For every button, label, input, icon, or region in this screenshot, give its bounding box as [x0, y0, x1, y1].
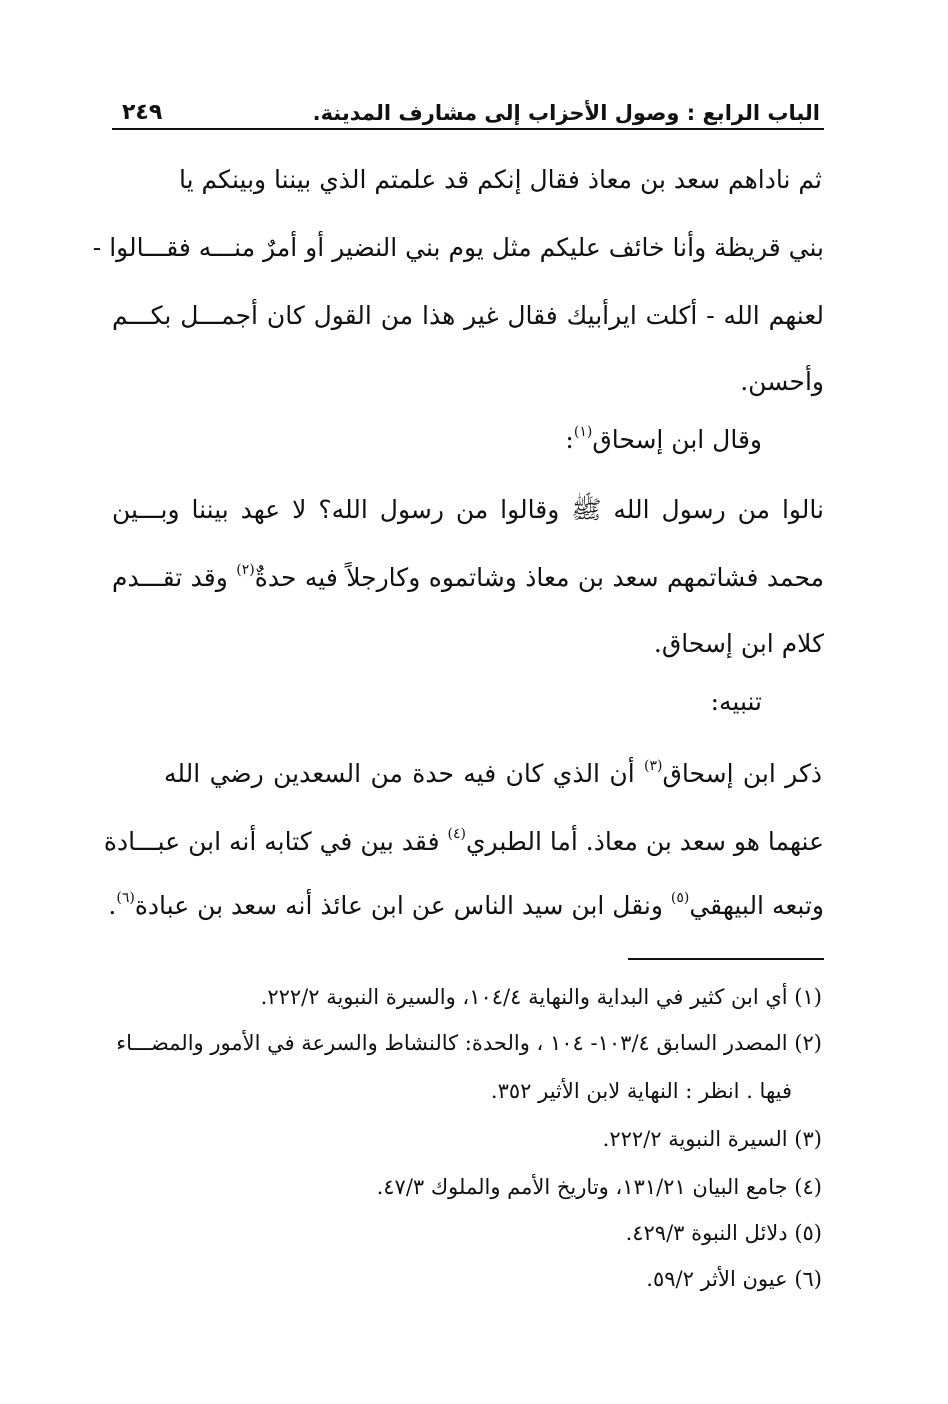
line-text: . [108, 891, 117, 920]
body-line: ثم ناداهم سعد بن معاذ فقال إنكم قد علمتم الذي بيننا وبينكم يا [179, 165, 822, 194]
footnote-separator [628, 958, 824, 960]
body-line: كلام ابن إسحاق. [653, 629, 824, 658]
footnote-ref[interactable]: (٥) [670, 889, 690, 906]
footnote: (٢) المصدر السابق ١٠٣/٤- ١٠٤ ، والحدة: كالنشاط والسرعة في الأمور والمضـــاء [116, 1031, 822, 1055]
line-text: وقال ابن إسحاق [592, 425, 762, 454]
line-text: محمد فشاتمهم سعد بن معاذ وشاتموه وكارجلاً فيه حدةٌ [254, 563, 824, 592]
line-text: : [565, 425, 574, 454]
body-line: لعنهم الله - أكلت ايرأبيك فقال غير هذا من القول كان أجمـــل بكـــم [112, 301, 824, 330]
footnote: (١) أي ابن كثير في البداية والنهاية ١٠٤/٤، والسيرة النبوية ٢٢٢/٢. [260, 985, 822, 1009]
line-text: ونقل ابن سيد الناس عن ابن عائذ أنه سعد بن عبادة [134, 891, 671, 920]
footnote: (٦) عيون الأثر ٥٩/٢. [646, 1267, 822, 1291]
line-text: وقد تقـــدم [112, 563, 237, 592]
line-text: فقد بين في كتابه أنه ابن عبـــادة [103, 827, 448, 856]
body-line [164, 754, 822, 794]
running-header [112, 98, 822, 128]
footnote: (٣) السيرة النبوية ٢٢٢/٢. [602, 1127, 822, 1151]
footnote-ref[interactable]: (٢) [236, 561, 255, 578]
footnote: (٤) جامع البيان ١٣١/٢١، وتاريخ الأمم والملوك ٤٧/٣. [376, 1175, 822, 1199]
header-rule [112, 128, 824, 130]
chapter-title: الباب الرابع : وصول الأحزاب إلى مشارف المدينة. [312, 101, 820, 125]
section-heading: تنبيه: [710, 687, 762, 716]
line-text: عنهما هو سعد بن معاذ. أما الطبري [465, 827, 824, 856]
body-line: بني قريظة وأنا خائف عليكم مثل يوم بني النضير أو أمرٌ منـــه فقـــالوا - [92, 233, 824, 262]
line-text: ذكر ابن إسحاق [662, 759, 822, 788]
body-line [112, 558, 824, 598]
line-text: أن الذي كان فيه حدة من السعدين رضي الله [164, 759, 645, 788]
body-line [565, 420, 762, 460]
body-line: وأحسن. [740, 367, 824, 396]
page-number: ٢٤٩ [122, 100, 163, 125]
footnote-ref[interactable]: (١) [573, 423, 593, 440]
footnote-ref[interactable]: (٤) [447, 825, 466, 842]
line-text: وتبعه البيهقي [689, 891, 824, 920]
body-line [108, 886, 824, 926]
footnote-ref[interactable]: (٦) [116, 889, 135, 906]
body-line [103, 822, 824, 862]
footnote-continuation: فيها . انظر : النهاية لابن الأثير ٣٥٢. [490, 1079, 792, 1103]
footnote-ref[interactable]: (٣) [644, 757, 663, 774]
footnote: (٥) دلائل النبوة ٤٢٩/٣. [625, 1221, 822, 1245]
body-line: نالوا من رسول الله ﷺ وقالوا من رسول الله؟ لا عهد بيننا وبـــين [112, 495, 824, 524]
